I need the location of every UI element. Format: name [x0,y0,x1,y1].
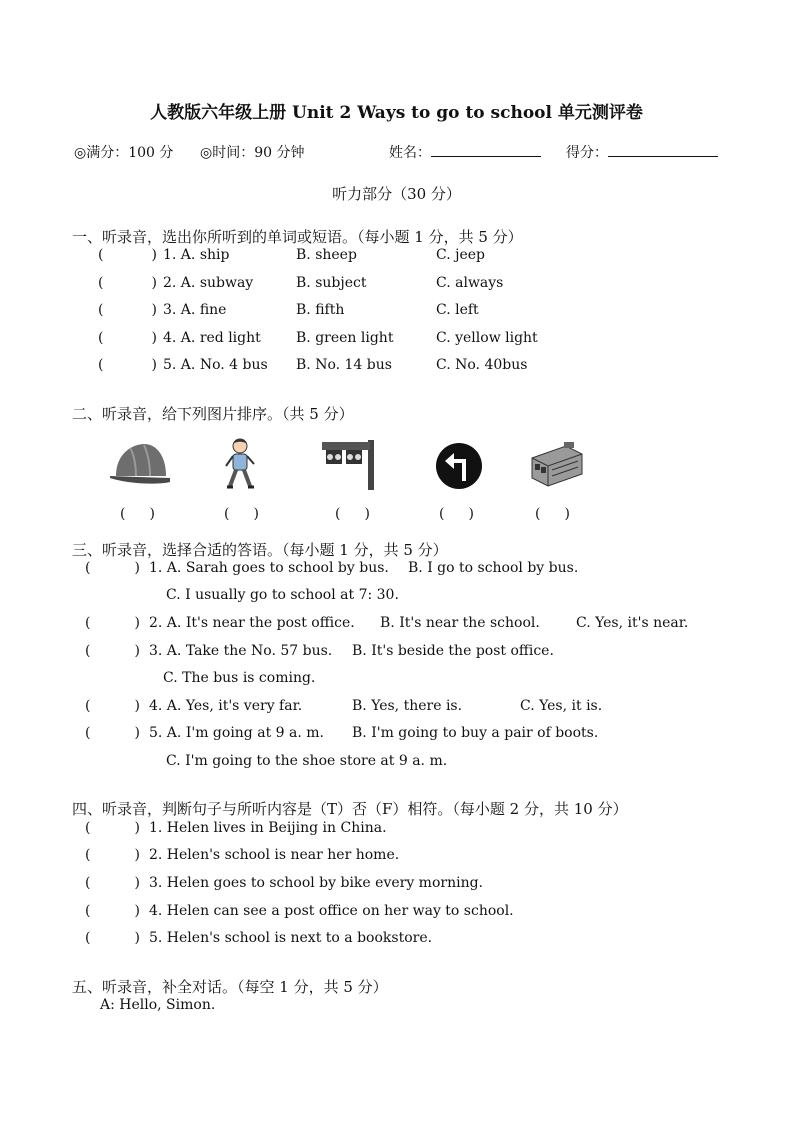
option-a: 4. A. red light [163,330,261,346]
s3-q4-option-a: 4. A. Yes, it's very far. [149,698,303,714]
picture-4-answer[interactable]: ( ) [439,506,474,522]
answer-paren[interactable]: ( ) [98,302,157,318]
answer-paren[interactable]: ( ) [98,357,157,373]
tf-answer-paren[interactable]: ( ) [85,875,140,891]
exam-time: ◎时间：90 分钟 [200,145,305,161]
s3-q5-option-b: B. I'm going to buy a pair of boots. [352,725,599,741]
answer-paren[interactable]: ( ) [98,247,157,263]
option-a: 3. A. fine [163,302,227,318]
option-b: B. sheep [296,247,357,263]
section-2-heading: 二、听录音，给下列图片排序。（共 5 分） [72,405,354,423]
name-label: 姓名： [389,145,431,161]
answer-paren[interactable]: ( ) [85,560,140,576]
s3-q5-option-c: C. I'm going to the shoe store at 9 a. m. [166,753,448,769]
s3-q3-option-a: 3. A. Take the No. 57 bus. [149,643,333,659]
tf-statement: 3. Helen goes to school by bike every morning. [149,875,484,891]
traffic-light-icon [316,436,382,492]
picture-3-answer[interactable]: ( ) [335,506,370,522]
train-icon [526,440,586,490]
answer-paren[interactable]: ( ) [85,698,140,714]
s3-q2-option-b: B. It's near the school. [380,615,540,631]
s3-q1-option-a: 1. A. Sarah goes to school by bus. [149,560,389,576]
full-score: ◎满分：100 分 [74,145,174,161]
exam-title: 人教版六年级上册 Unit 2 Ways to go to school 单元测评卷 [150,103,643,123]
name-blank[interactable] [431,144,541,157]
section-5-heading: 五、听录音，补全对话。（每空 1 分，共 5 分） [72,978,388,996]
score-field[interactable] [566,142,718,162]
option-b: B. green light [296,330,394,346]
answer-paren[interactable]: ( ) [85,725,140,741]
tf-answer-paren[interactable]: ( ) [85,820,140,836]
option-a: 5. A. No. 4 bus [163,357,268,373]
answer-paren[interactable]: ( ) [98,330,157,346]
s3-q1-option-c: C. I usually go to school at 7: 30. [166,587,399,603]
s3-q5-option-a: 5. A. I'm going at 9 a. m. [149,725,324,741]
section-4-heading: 四、听录音，判断句子与所听内容是（T）否（F）相符。（每小题 2 分，共 10 分） [72,800,628,818]
answer-paren[interactable]: ( ) [98,275,157,291]
tf-statement: 5. Helen's school is next to a bookstore. [149,930,433,946]
section-3-heading: 三、听录音，选择合适的答语。（每小题 1 分，共 5 分） [72,541,448,559]
s3-q3-option-b: B. It's beside the post office. [352,643,554,659]
listening-section-header: 听力部分（30 分） [332,185,461,203]
tf-answer-paren[interactable]: ( ) [85,847,140,863]
option-b: B. subject [296,275,367,291]
option-c: C. left [436,302,479,318]
tf-answer-paren[interactable]: ( ) [85,930,140,946]
answer-paren[interactable]: ( ) [85,615,140,631]
turn-left-sign-icon [434,441,484,491]
s3-q2-option-c: C. Yes, it's near. [576,615,689,631]
s3-q2-option-a: 2. A. It's near the post office. [149,615,355,631]
option-c: C. yellow light [436,330,538,346]
tf-statement: 1. Helen lives in Beijing in China. [149,820,387,836]
section-1-heading: 一、听录音，选出你所听到的单词或短语。（每小题 1 分，共 5 分） [72,228,523,246]
s3-q1-option-b: B. I go to school by bus. [408,560,579,576]
s3-q4-option-c: C. Yes, it is. [520,698,603,714]
option-b: B. fifth [296,302,345,318]
name-field[interactable] [389,142,541,162]
walking-boy-icon [218,436,262,494]
score-label: 得分： [566,145,608,161]
option-c: C. always [436,275,504,291]
s3-q3-option-c: C. The bus is coming. [163,670,316,686]
dialogue-line: A: Hello, Simon. [100,997,216,1013]
option-a: 1. A. ship [163,247,230,263]
s3-q4-option-b: B. Yes, there is. [352,698,463,714]
tf-answer-paren[interactable]: ( ) [85,903,140,919]
option-b: B. No. 14 bus [296,357,392,373]
picture-1-answer[interactable]: ( ) [120,506,155,522]
picture-5-answer[interactable]: ( ) [535,506,570,522]
option-c: C. No. 40bus [436,357,528,373]
helmet-icon [108,438,172,488]
tf-statement: 4. Helen can see a post office on her way to school. [149,903,514,919]
option-a: 2. A. subway [163,275,254,291]
picture-2-answer[interactable]: ( ) [224,506,259,522]
score-blank[interactable] [608,144,718,157]
tf-statement: 2. Helen's school is near her home. [149,847,400,863]
option-c: C. jeep [436,247,485,263]
answer-paren[interactable]: ( ) [85,643,140,659]
